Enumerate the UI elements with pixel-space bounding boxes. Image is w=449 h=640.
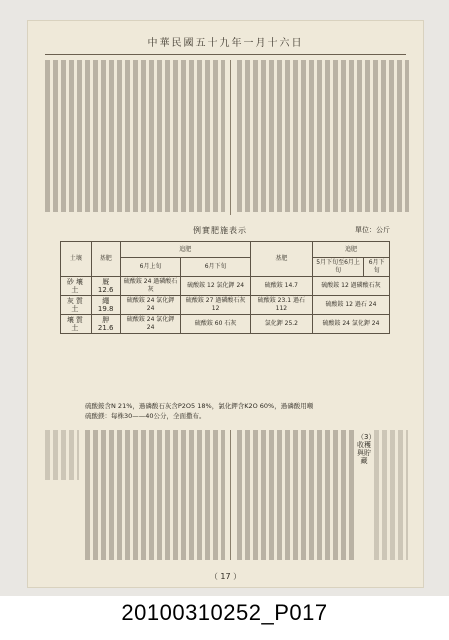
table-cell: 硫酸銨 23.1 過石 112 bbox=[250, 296, 312, 315]
archive-caption: 20100310252_P017 bbox=[121, 600, 328, 625]
text-block-bottom-right bbox=[237, 430, 355, 560]
table-cell-base: 繩 19.8 bbox=[91, 296, 120, 315]
table-cell: 硫酸銨 24 氯化鉀 24 bbox=[312, 315, 389, 334]
table-cell-base: 厩 12.6 bbox=[91, 277, 120, 296]
table-subheader: 6月下旬 bbox=[364, 258, 390, 277]
table-subheader: 6月上旬 bbox=[120, 258, 181, 277]
column-rule bbox=[230, 430, 231, 560]
table-cell: 硫酸銨 12 過石 24 bbox=[312, 296, 389, 315]
page-number: （ 17 ） bbox=[209, 572, 242, 581]
table-cell: 硫酸銨 24 過磷酸石灰 bbox=[120, 277, 181, 296]
text-block-bottom-far-left bbox=[45, 430, 79, 480]
table-cell: 硫酸銨 24 氯化鉀 24 bbox=[120, 296, 181, 315]
table-cell: 硫酸銨 27 過磷酸石灰 12 bbox=[181, 296, 250, 315]
table-cell: 硫酸銨 12 氯化鉀 24 bbox=[181, 277, 250, 296]
text-block-bottom-left bbox=[85, 430, 225, 560]
table-subheader: 6月下旬 bbox=[181, 258, 250, 277]
section-heading: （3）收穫與貯藏 bbox=[357, 433, 376, 465]
table-cell-soil: 灰質土 bbox=[61, 296, 92, 315]
table-header-soil: 土壤 bbox=[61, 242, 92, 277]
text-block-top-right bbox=[237, 60, 409, 212]
table-cell: 硫酸銨 12 過磷酸石灰 bbox=[312, 277, 389, 296]
table-cell-soil: 砂壤土 bbox=[61, 277, 92, 296]
table-cell: 硫酸銨 24 氯化鉀 24 bbox=[120, 315, 181, 334]
page-header-date: 中華民國五十九年一月十六日 bbox=[147, 38, 304, 49]
table-row bbox=[61, 277, 390, 296]
table-row bbox=[61, 296, 390, 315]
table-header-topdress-2: 追肥 bbox=[312, 242, 389, 258]
table-cell: 硫酸銨 60 石灰 bbox=[181, 315, 250, 334]
table-cell-base: 胛 21.6 bbox=[91, 315, 120, 334]
table-cell: 氯化鉀 25.2 bbox=[250, 315, 312, 334]
table-footnote: 硫酸銨含N 21%，過磷酸石灰含P2O5 18%，氯化鉀含K2O 60%，過磷酸用噸 bbox=[85, 402, 314, 410]
text-block-bottom-far-right bbox=[374, 430, 408, 560]
table-footnote: 硫酸鎂：每株30——40公分，全面撒布。 bbox=[85, 412, 206, 420]
table-header-base: 基肥 bbox=[91, 242, 120, 277]
newsletter-page bbox=[27, 20, 424, 588]
header-rule bbox=[45, 54, 406, 55]
table-header-base-2: 基肥 bbox=[250, 242, 312, 277]
fertilizer-table bbox=[60, 241, 390, 334]
text-block-top-left bbox=[45, 60, 225, 212]
column-rule bbox=[230, 60, 231, 215]
table-unit: 單位：公斤 bbox=[355, 226, 390, 234]
table-title: 例實肥施表示 bbox=[193, 226, 247, 235]
table-cell: 硫酸銨 14.7 bbox=[250, 277, 312, 296]
table-cell-soil: 壤質土 bbox=[61, 315, 92, 334]
table-header-topdress: 追肥 bbox=[120, 242, 250, 258]
table-row bbox=[61, 315, 390, 334]
table-subheader: 5月下旬至6月上旬 bbox=[312, 258, 363, 277]
